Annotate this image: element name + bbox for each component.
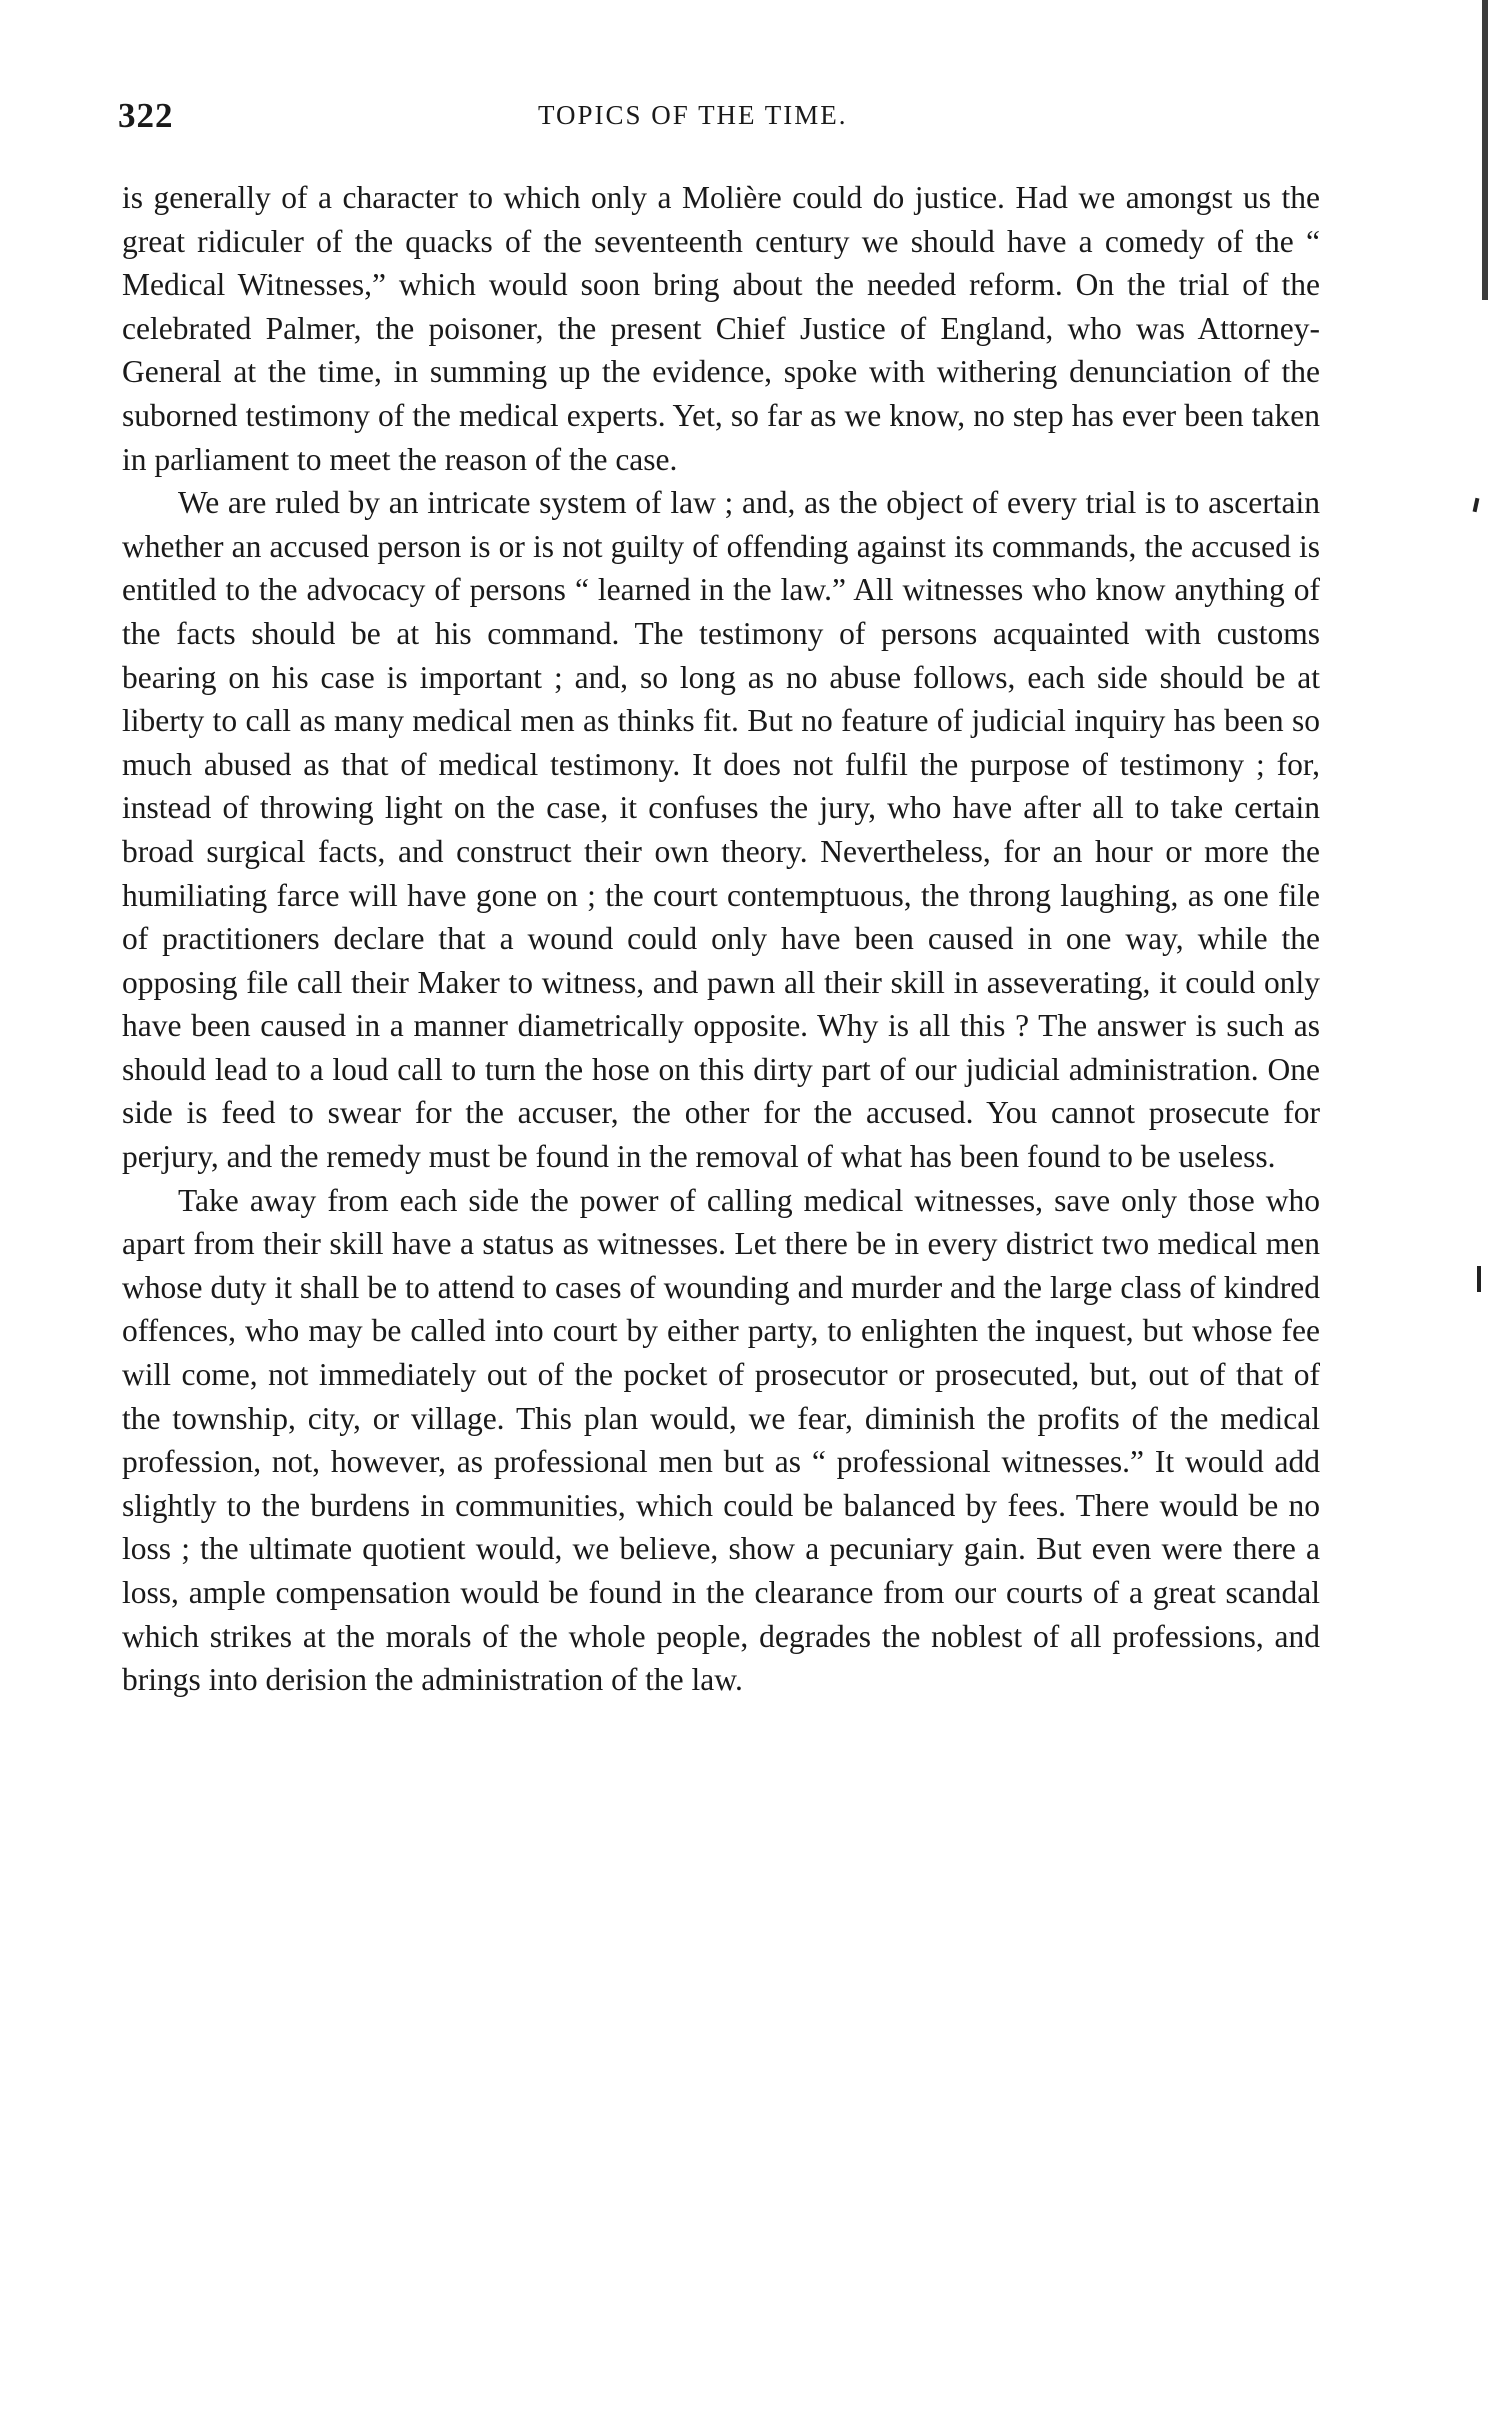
margin-mark: [1477, 1266, 1481, 1292]
margin-mark: [1473, 498, 1480, 513]
page-header: [118, 96, 1328, 136]
running-head: TOPICS OF THE TIME.: [538, 100, 848, 130]
page-number: 322: [118, 96, 174, 135]
paragraph-2: We are ruled by an intricate system of law ; and, as the object of every trial is to ascertain whether an accused person is or is not guilty of offending against its commands, the accused is entitled to the advocacy of persons “ learned in the law.” All witnesses who know anything of the facts should be at his command. The testimony of persons acquainted with customs bearing on his case is important ; and, so long as no abuse follows, each side should be at liberty to call as many medical men as thinks fit. But no feature of judicial inquiry has been so much abused as that of medical testimony. It does not fulfil the purpose of testimony ; for, instead of throwing light on the case, it confuses the jury, who have after all to take certain broad surgical facts, and construct their own theory. Nevertheless, for an hour or more the humiliating farce will have gone on ; the court contemptuous, the throng laughing, as one file of practitioners declare that a wound could only have been caused in one way, while the opposing file call their Maker to witness, and pawn all their skill in asseverating, it could only have been caused in a manner diametrically opposite. Why is all this ? The answer is such as should lead to a loud call to turn the hose on this dirty part of our judicial administration. One side is feed to swear for the accuser, the other for the accused. You cannot prosecute for perjury, and the remedy must be found in the removal of what has been found to be useless.: [122, 485, 1320, 1175]
article-body: [122, 176, 1320, 1702]
paragraph-3: Take away from each side the power of calling medical witnesses, save only those who apart from their skill have a status as witnesses. Let there be in every district two medical men whose duty it shall be to attend to cases of wounding and murder and the large class of kindred offences, who may be called into court by either party, to enlighten the inquest, but whose fee will come, not immediately out of the pocket of prosecutor or prosecuted, but, out of that of the township, city, or village. This plan would, we fear, diminish the profits of the medical profession, not, however, as professional men but as “ professional witnesses.” It would add slightly to the burdens in communities, which could be balanced by fees. There would be no loss ; the ultimate quotient would, we believe, show a pecuniary gain. But even were there a loss, ample compensation would be found in the clearance from our courts of a great scandal which strikes at the morals of the whole people, degrades the noblest of all professions, and brings into derision the administration of the law.: [122, 1182, 1320, 1698]
page-edge-shadow: [1482, 0, 1488, 300]
paragraph-1: is generally of a character to which only a Molière could do justice. Had we amongst us the great ridiculer of the quacks of the seventeenth century we should have a comedy of the “ Medical Witnesses,” which would soon bring about the needed reform. On the trial of the celebrated Palmer, the poisoner, the present Chief Justice of England, who was Attorney-General at the time, in summing up the evidence, spoke with withering denunciation of the suborned testimony of the medical experts. Yet, so far as we know, no step has ever been taken in parliament to meet the reason of the case.: [122, 180, 1320, 477]
